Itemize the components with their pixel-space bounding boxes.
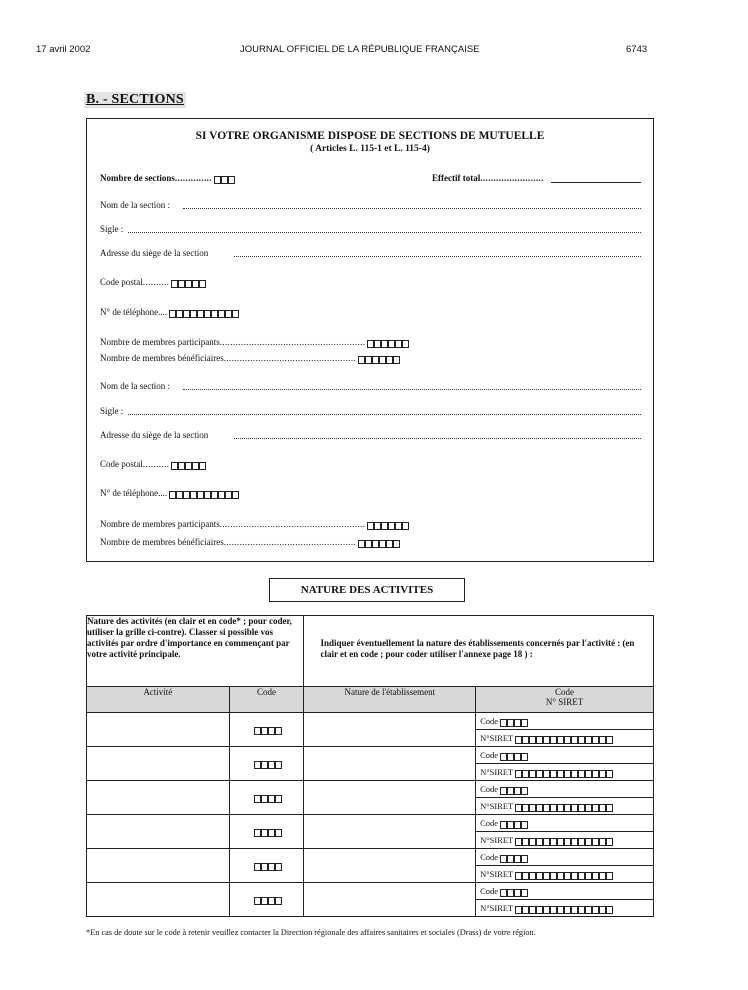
- effectif-total-label: Effectif total: [432, 173, 481, 183]
- nature-etablissement-cell[interactable]: [304, 815, 476, 849]
- adresse-row-2: [100, 430, 208, 440]
- activity-code-cell[interactable]: [229, 883, 304, 917]
- row-siret-label: N°SIRET: [480, 835, 514, 845]
- row-siret-label: N°SIRET: [480, 903, 514, 913]
- beneficiaires-label-2: Nombre de membres bénéficiaires: [100, 537, 224, 547]
- code-postal-boxes-2[interactable]: [171, 460, 206, 470]
- sections-box-subtitle: ( Articles L. 115-1 et L. 115-4): [310, 144, 430, 154]
- row-siret-label: N°SIRET: [480, 869, 514, 879]
- nom-section-label-2: Nom de la section :: [100, 381, 170, 391]
- code-siret-cell: [476, 747, 654, 781]
- activity-row: [87, 713, 654, 747]
- activity-cell[interactable]: [87, 781, 230, 815]
- activity-cell[interactable]: [87, 849, 230, 883]
- activities-heading: NATURE DES ACTIVITES: [269, 578, 465, 602]
- row-code-line[interactable]: [476, 883, 653, 899]
- nature-etablissement-cell[interactable]: [304, 747, 476, 781]
- code-siret-cell: [476, 849, 654, 883]
- effectif-total-row: Effectif total........................: [432, 173, 544, 183]
- adresse-label-1: Adresse du siège de la section: [100, 248, 209, 258]
- adresse-label-2: Adresse du siège de la section: [100, 430, 209, 440]
- participants-row-1: Nombre de membres participants.......................................................: [100, 337, 409, 348]
- row-code-label: Code: [480, 886, 499, 896]
- nature-etablissement-cell[interactable]: [304, 713, 476, 747]
- nature-etablissement-cell[interactable]: [304, 781, 476, 815]
- row-code-label: Code: [480, 852, 499, 862]
- section-heading: B. - SECTIONS: [86, 92, 184, 107]
- activity-code-cell[interactable]: [229, 849, 304, 883]
- adresse-row-1: [100, 248, 208, 258]
- adresse-field-2[interactable]: [234, 438, 641, 439]
- activity-cell[interactable]: [87, 747, 230, 781]
- activities-intro-right: Indiquer éventuellement la nature des établissements concernés par l'activité : (en clair et en code ; pour coder utiliser l'annexe page 18 ) :: [304, 616, 654, 687]
- row-code-line[interactable]: [476, 849, 653, 865]
- participants-label-2: Nombre de membres participants: [100, 519, 220, 529]
- row-code-label: Code: [480, 784, 499, 794]
- activities-intro-left: Nature des activités (en clair et en code* ; pour coder, utiliser la grille ci-contre). Classer si possible vos activités par ordre d'importance en commençant par votre activité principale.: [87, 616, 304, 687]
- activity-row: [87, 747, 654, 781]
- code-postal-row-2: Code postal..........: [100, 459, 206, 470]
- nom-section-field-1[interactable]: [183, 208, 641, 209]
- row-code-label: Code: [480, 750, 499, 760]
- sigle-field-2[interactable]: [128, 414, 641, 415]
- code-siret-cell: [476, 781, 654, 815]
- row-siret-label: N°SIRET: [480, 733, 514, 743]
- row-siret-line[interactable]: [476, 831, 653, 848]
- row-siret-line[interactable]: [476, 865, 653, 882]
- telephone-row-2: [100, 488, 239, 499]
- activity-cell[interactable]: [87, 883, 230, 917]
- row-siret-line[interactable]: [476, 899, 653, 916]
- sigle-label-2: Sigle :: [100, 406, 124, 416]
- activity-code-cell[interactable]: [229, 781, 304, 815]
- row-siret-line[interactable]: [476, 797, 653, 814]
- nature-etablissement-cell[interactable]: [304, 883, 476, 917]
- beneficiaires-label-1: Nombre de membres bénéficiaires: [100, 353, 224, 363]
- activity-row: [87, 781, 654, 815]
- header-journal-title: JOURNAL OFFICIEL DE LA RÉPUBLIQUE FRANÇAISE: [240, 44, 480, 55]
- code-postal-label-1: Code postal: [100, 277, 143, 287]
- code-siret-cell: [476, 815, 654, 849]
- column-header-code-siret: [476, 687, 654, 713]
- row-code-line[interactable]: [476, 781, 653, 797]
- activity-row: [87, 849, 654, 883]
- sigle-row-1: [100, 224, 123, 234]
- code-postal-boxes-1[interactable]: [171, 278, 206, 288]
- nom-section-row-2: [100, 381, 170, 391]
- beneficiaires-boxes-2[interactable]: [358, 538, 400, 548]
- header-date: 17 avril 2002: [36, 44, 91, 55]
- activity-row: [87, 883, 654, 917]
- code-siret-cell: [476, 883, 654, 917]
- nom-section-field-2[interactable]: [183, 389, 641, 390]
- row-siret-label: N°SIRET: [480, 801, 514, 811]
- participants-label-1: Nombre de membres participants: [100, 337, 220, 347]
- column-header-code: Code: [229, 687, 304, 713]
- column-header-activite: Activité: [87, 687, 230, 713]
- column-header-siret: N° SIRET: [545, 697, 584, 707]
- telephone-boxes-1[interactable]: [169, 308, 239, 318]
- activities-table: [86, 615, 654, 917]
- header-page-number: 6743: [626, 44, 648, 55]
- sections-box-title: SI VOTRE ORGANISME DISPOSE DE SECTIONS DE MUTUELLE: [195, 130, 545, 142]
- beneficiaires-row-1: Nombre de membres bénéficiaires..................................................: [100, 353, 400, 364]
- participants-boxes-1[interactable]: [367, 338, 409, 348]
- code-postal-row-1: Code postal..........: [100, 277, 206, 288]
- activity-row: [87, 815, 654, 849]
- nom-section-label-1: Nom de la section :: [100, 200, 170, 210]
- nombre-sections-label: Nombre de sections: [100, 173, 175, 183]
- participants-boxes-2[interactable]: [367, 520, 409, 530]
- row-code-line[interactable]: [476, 747, 653, 763]
- adresse-field-1[interactable]: [234, 256, 641, 257]
- beneficiaires-row-2: Nombre de membres bénéficiaires..................................................: [100, 537, 400, 548]
- row-siret-label: N°SIRET: [480, 767, 514, 777]
- nature-etablissement-cell[interactable]: [304, 849, 476, 883]
- code-siret-cell: [476, 713, 654, 747]
- nom-section-row-1: [100, 200, 170, 210]
- activity-code-cell[interactable]: [229, 747, 304, 781]
- telephone-row-1: [100, 307, 239, 318]
- row-code-label: Code: [480, 818, 499, 828]
- sigle-field-1[interactable]: [128, 232, 641, 233]
- telephone-boxes-2[interactable]: [169, 489, 239, 499]
- sigle-row-2: [100, 406, 123, 416]
- telephone-label-1: N° de téléphone....: [100, 307, 168, 317]
- nombre-sections-row: Nombre de sections..............: [100, 173, 235, 184]
- row-code-line[interactable]: [476, 713, 653, 729]
- row-siret-line[interactable]: [476, 763, 653, 780]
- column-header-nature-etablissement: Nature de l'établissement: [304, 687, 476, 713]
- activity-cell[interactable]: [87, 815, 230, 849]
- participants-row-2: Nombre de membres participants.......................................................: [100, 519, 409, 530]
- column-header-code-2: Code: [555, 687, 575, 697]
- telephone-label-2: N° de téléphone....: [100, 488, 168, 498]
- effectif-total-field[interactable]: [551, 182, 641, 183]
- footnote: *En cas de doute sur le code à retenir veuillez contacter la Direction régionale des affaires sanitaires et sociales (Drass) de votre région.: [86, 928, 536, 937]
- sigle-label-1: Sigle :: [100, 224, 124, 234]
- nombre-sections-boxes[interactable]: [214, 174, 235, 184]
- code-postal-label-2: Code postal: [100, 459, 143, 469]
- activity-code-cell[interactable]: [229, 713, 304, 747]
- row-code-line[interactable]: [476, 815, 653, 831]
- activity-code-cell[interactable]: [229, 815, 304, 849]
- row-code-label: Code: [480, 716, 499, 726]
- row-siret-line[interactable]: [476, 729, 653, 746]
- activity-cell[interactable]: [87, 713, 230, 747]
- beneficiaires-boxes-1[interactable]: [358, 354, 400, 364]
